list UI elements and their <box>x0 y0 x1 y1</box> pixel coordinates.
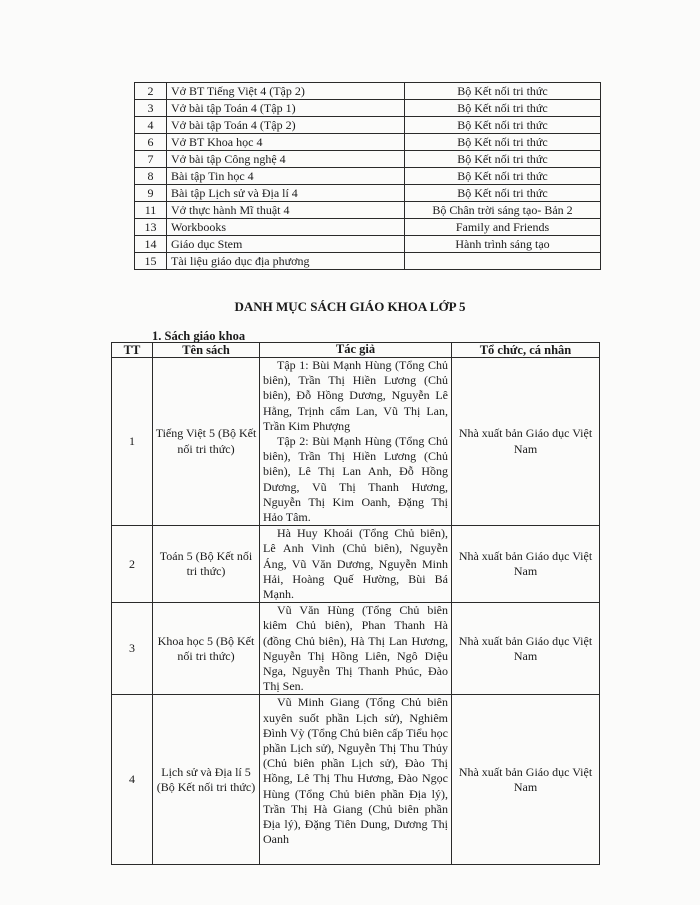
row-tt: 1 <box>112 358 153 526</box>
row-number: 15 <box>135 253 167 270</box>
book-list-table <box>134 82 601 270</box>
row-authors <box>260 526 452 603</box>
author-paragraph: Vũ Minh Giang (Tổng Chủ biên xuyên suốt phần Lịch sử), Nghiêm Đình Vỳ (Tổng Chủ biên cấp Tiểu học phần Lịch sử), Nguyễn Thị Thu Thủy (Chủ biên phần Lịch sử), Đào Thị Hồng, Lê Thị Thu Hương, Đào Ngọc Hùng (Tổng Chủ biên phần Địa lý), Trần Thị Hà Giang (Chủ biên phần Địa lý), Đặng Tiên Dung, Dương Thị Oanh <box>263 695 448 847</box>
row-publisher: Bộ Kết nối tri thức <box>405 134 601 151</box>
list-row <box>135 236 601 253</box>
row-org: Nhà xuất bản Giáo dục Việt Nam <box>452 603 600 695</box>
section-title: DANH MỤC SÁCH GIÁO KHOA LỚP 5 <box>234 299 466 314</box>
row-tt: 4 <box>112 695 153 865</box>
row-book-name: Toán 5 (Bộ Kết nối tri thức) <box>153 526 260 603</box>
table-row <box>112 603 600 695</box>
row-authors <box>260 695 452 865</box>
row-book-name: Vở thực hành Mĩ thuật 4 <box>167 202 405 219</box>
header-name: Tên sách <box>153 343 260 358</box>
row-number: 7 <box>135 151 167 168</box>
row-publisher: Bộ Kết nối tri thức <box>405 117 601 134</box>
author-paragraph: Vũ Văn Hùng (Tổng Chủ biên kiêm Chủ biên), Phan Thanh Hà (đồng Chủ biên), Hà Thị Lan Hương, Nguyễn Thị Hồng Liên, Ngô Diệu Nga, Nguyễn Thị Thanh Phúc, Đào Thị Sen. <box>263 603 448 694</box>
author-paragraph: Tập 2: Bùi Mạnh Hùng (Tổng Chủ biên), Trần Thị Hiền Lương (Chủ biên), Lê Thị Lan Anh, Đỗ Hồng Dương, Vũ Thị Thanh Hương, Nguyễn Thị Kim Oanh, Đặng Thị Hảo Tâm. <box>263 434 448 525</box>
list-row <box>135 151 601 168</box>
row-publisher: Bộ Kết nối tri thức <box>405 185 601 202</box>
row-authors <box>260 603 452 695</box>
header-author: Tác giả <box>260 343 452 358</box>
row-book-name: Bài tập Lịch sử và Địa lí 4 <box>167 185 405 202</box>
row-number: 8 <box>135 168 167 185</box>
list-row <box>135 100 601 117</box>
list-row <box>135 253 601 270</box>
row-book-name: Vở BT Khoa học 4 <box>167 134 405 151</box>
table-row <box>112 695 600 865</box>
row-number: 9 <box>135 185 167 202</box>
list-row <box>135 202 601 219</box>
row-book-name: Vở bài tập Công nghệ 4 <box>167 151 405 168</box>
subsection-title: 1. Sách giáo khoa <box>152 329 246 343</box>
list-row <box>135 117 601 134</box>
row-book-name: Khoa học 5 (Bộ Kết nối tri thức) <box>153 603 260 695</box>
row-book-name: Tài liệu giáo dục địa phương <box>167 253 405 270</box>
row-publisher: Bộ Chân trời sáng tạo- Bản 2 <box>405 202 601 219</box>
header-tt: TT <box>112 343 153 358</box>
row-book-name: Vở bài tập Toán 4 (Tập 2) <box>167 117 405 134</box>
list-row <box>135 185 601 202</box>
row-book-name: Lịch sử và Địa lí 5 (Bộ Kết nối tri thức) <box>153 695 260 865</box>
row-org: Nhà xuất bản Giáo dục Việt Nam <box>452 526 600 603</box>
header-org: Tổ chức, cá nhân <box>452 343 600 358</box>
row-book-name: Giáo dục Stem <box>167 236 405 253</box>
row-org: Nhà xuất bản Giáo dục Việt Nam <box>452 358 600 526</box>
row-book-name: Workbooks <box>167 219 405 236</box>
row-number: 2 <box>135 83 167 100</box>
row-number: 11 <box>135 202 167 219</box>
row-number: 3 <box>135 100 167 117</box>
list-row <box>135 219 601 236</box>
table-row <box>112 526 600 603</box>
row-tt: 2 <box>112 526 153 603</box>
row-book-name: Bài tập Tin học 4 <box>167 168 405 185</box>
row-publisher: Bộ Kết nối tri thức <box>405 168 601 185</box>
table-row <box>112 358 600 526</box>
author-paragraph: Tập 1: Bùi Mạnh Hùng (Tổng Chủ biên), Trần Thị Hiền Lương (Chủ biên), Đỗ Hồng Dương, Nguyễn Lê Hằng, Trịnh cẩm Lan, Vũ Thị Lan, Trần Kim Phượng <box>263 358 448 433</box>
row-publisher <box>405 253 601 270</box>
author-paragraph: Hà Huy Khoái (Tổng Chủ biên), Lê Anh Vinh (Chủ biên), Nguyễn Áng, Vũ Văn Dương, Nguyễn Minh Hải, Hoàng Quế Hường, Bùi Bá Mạnh. <box>263 526 448 602</box>
row-number: 6 <box>135 134 167 151</box>
row-book-name: Vở BT Tiếng Việt 4 (Tập 2) <box>167 83 405 100</box>
row-publisher: Bộ Kết nối tri thức <box>405 100 601 117</box>
row-number: 13 <box>135 219 167 236</box>
row-tt: 3 <box>112 603 153 695</box>
table-header-row <box>112 343 600 358</box>
row-publisher: Hành trình sáng tạo <box>405 236 601 253</box>
row-book-name: Tiếng Việt 5 (Bộ Kết nối tri thức) <box>153 358 260 526</box>
list-row <box>135 168 601 185</box>
list-row <box>135 83 601 100</box>
row-book-name: Vở bài tập Toán 4 (Tập 1) <box>167 100 405 117</box>
row-number: 4 <box>135 117 167 134</box>
textbook-table <box>111 342 600 865</box>
row-number: 14 <box>135 236 167 253</box>
list-row <box>135 134 601 151</box>
row-publisher: Bộ Kết nối tri thức <box>405 83 601 100</box>
row-org: Nhà xuất bản Giáo dục Việt Nam <box>452 695 600 865</box>
row-publisher: Family and Friends <box>405 219 601 236</box>
row-publisher: Bộ Kết nối tri thức <box>405 151 601 168</box>
row-authors <box>260 358 452 526</box>
